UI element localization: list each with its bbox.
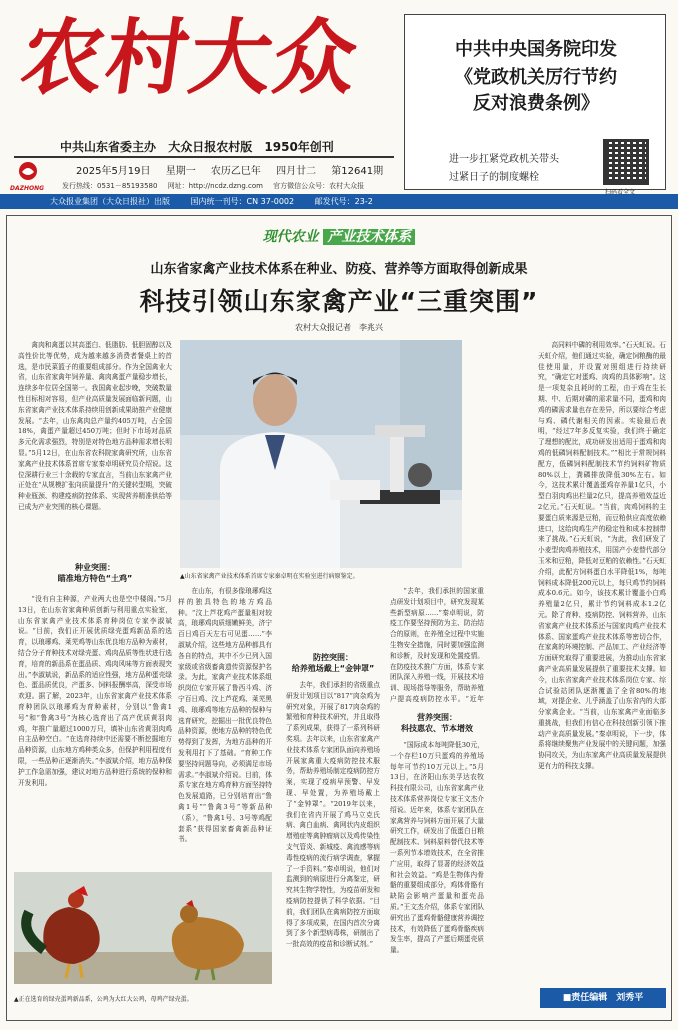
wechat: 官方微信公众号：农村大众报	[273, 182, 365, 190]
bar-publisher: 大众报业集团（大众日报社）出版	[50, 197, 170, 206]
promo-title: 中共中央国务院印发	[455, 39, 617, 60]
subhead-prevent-a: 防控突围：	[313, 653, 353, 662]
subhead-prevent	[280, 652, 386, 674]
body-col2a: 在山东，有很多像琅琊鸡这样的独具特色的地方鸡品种。“汶上芦花鸡产蛋量相对较高，琅琊鸡肉质细嫩鲜美，济宁百日鸡百天左右可见蛋……”李淑斌介绍，这些地方品种都具有各自的特点，其中不少已列入国家级或省级畜禽遗传资源保护名录。为此，家禽产业技术体系组织岗位专家开展了鲁西斗鸡、济宁百日鸡、汶上芦花鸡、莱芜黑鸡、琅琊鸡等地方品种的保种与选育研究，挖掘出一批优良特色品种资源，使地方品种的特色优势得到了发挥，为地方品种的开发利用打下了基础。“育种工作要坚持问题导向，必须满足市场需求。”李淑斌介绍说。目前，体系专家在地方鸡育种方面坚持特色发展道路，已分别培育出“鲁禽1号”“鲁禽3号”等新品种（系），“鲁禽1号、3号等鸡配套系”获得国家畜禽新品种证书。	[178, 587, 272, 844]
lunar-year: 农历乙巳年	[210, 166, 261, 177]
promo-book-title	[405, 65, 667, 117]
editor-tag: ■责任编辑 刘秀平	[540, 988, 666, 1008]
scientist-photo	[180, 340, 462, 568]
promo-box[interactable]	[404, 14, 666, 196]
date: 2025年5月19日	[76, 166, 151, 177]
founded: 1950年创刊	[264, 140, 334, 154]
bar-post: 邮发代号：23-2	[314, 197, 373, 206]
issue-number: 第12641期	[331, 166, 384, 177]
body-col4: 高同料中磷的利用效率。”石天虹说。石天虹介绍，他们通过实验，确定饲粮酶的最佳使用量，并设置对照组进行持续研究，“确定它对蛋鸡、肉鸡的具体影响”。这是一项复杂且耗时的工程，由于鸡在生长期、中、后期对磷的需求量不同，蛋鸡和肉鸡的磷需求量也存在差异，所以要综合考虑与鸡、磷代谢相关的因素。实验最后表明，“经过7年多反复实验，我们终于确定了理想的配比，成功研发出适用于蛋鸡和肉鸡的低磷饲料配制技术。”“相比于常规饲料配方，低磷饲料配制技术节约饲料矿物质80%以上，粪磷排放降低30%左右。如今，这技术累计覆盖蛋鸡存养量1亿只，小型白羽肉鸡出栏量2亿只，提高养殖效益近2亿元。”石天虹说。“当前，肉鸡饲料的主要蛋白质来源是豆粕，而豆粕供应高度依赖进口，这给肉鸡生产的稳定性和成本控制带来了挑战。”石天虹说，“为此，我们研发了小麦型肉鸡养殖技术，用国产小麦替代部分玉米和豆粕，降低对豆粕的依赖性。”石天虹介绍，此配方饲料蛋白水平降低1%，每吨饲料成本降低200元以上，每只鸡节约饲料成本0.6元。如今，该技术累计覆盖小白鸡养殖量2亿只，累计节约饲料成本1.2亿元。除了育种、疫病防控、饲料营养，山东省家禽产业技术体系还与国家肉鸡产业技术体系、国家蛋鸡产业技术体系等密切合作，在家禽的环境控制、产品加工、产业经济等方面研究取得了重要进展，为推动山东省家禽产业高质量发展提供了重要技术支撑。如今，山东省家禽产业技术体系岗位专家、综合试验站团队逐渐覆盖了全省80%的地域，对提企业、儿乎涵盖了山东省内的大部分家禽企业。“当前，山东家禽产业面临多重挑战，但我们有信心在科技创新引领下推动产业高质量发展。”秦卓明说，下一步，体系将继续聚焦产业发展中的关键问题，加强协同攻关，为山东家禽产业高质量发展提供更有力的科技支撑。	[538, 341, 666, 771]
publisher: 中共山东省委主办	[60, 140, 157, 154]
subhead-nutrition-b: 科技惠农、节本增效	[401, 724, 473, 733]
lunar-day: 四月廿二	[276, 166, 317, 177]
dazhong-logo-icon	[16, 160, 40, 182]
chicken-photo-illustration	[14, 872, 272, 984]
body-col2b: 去年，我们承担的省级重点研发计划项目以“817”肉杂鸡为研究对象，开展了817肉杂鸡的繁殖和育种技术研究，并且取得了系列成果，获得了一系列科研奖项。去年以来，山东省家禽产业技术体系专家团队面向养殖场开展家禽重大疫病防控技术服务，帮助养殖场制定疫病防控方案，实现了疫病早预警、早发现、早处置，为养殖场戴上了“金钟罩”。“2019年以来，我们在省内开展了鸡马立克氏病、禽白血病、禽网状内皮组织增殖症等禽肿瘤病以及鸡传染性支气管炎、新城疫、禽流感等病毒性疫病的流行病学调查，掌握了一手资料。”秦卓明说，他们对监测到的病原进行分离鉴定，研究其生物学特性，为疫苗研发和疫病防控提供了科学依据。“目前，我们团队在禽病防控方面取得了多项成果，在国内首次分离到了多个新型病毒株，研制出了一批高效的疫苗和诊断试剂。”	[286, 681, 380, 949]
promo-book-line1: 《党政机关厉行节约	[455, 67, 617, 88]
promo-sub-line2: 过紧日子的制度螺栓	[449, 172, 539, 183]
photo2-caption: ▲正在选育的绿壳蛋鸡新品系，公鸡为大红大公鸡，母鸡产绿壳蛋。	[14, 996, 193, 1003]
column-tag	[211, 226, 467, 246]
publication-bar	[0, 194, 678, 209]
scientist-photo-illustration	[180, 340, 462, 568]
website: 网址：http://ncdz.dzng.com	[167, 182, 263, 190]
group-name: 大众日报农村版	[168, 140, 253, 154]
photo1-caption: ▲山东省家禽产业技术体系首席专家秦卓明在实验室进行病原鉴定。	[180, 573, 359, 580]
subhead-seed	[18, 562, 172, 584]
body-col1b: “没有自主种源，产业两大也是空中楼阁。”5月13日，在山东省家禽种质创新与利用重点实验室，山东省家禽产业技术体系育种岗位专家李淑斌说。“目前，我们正开展优质绿壳蛋鸡新品系的选育，以琅琊鸡、莱芜鸡等山东优良地方品种为素材，结合分子育种技术对绿壳蛋、鸡肉品质等性状进行选育，培育的新品系在蛋品质、鸡肉风味等方面表现突出。”李淑斌说，新品系的适应性强，地方品种蛋壳绿色、蛋品质优良，产蛋多、饲料报酬率高，深受市场欢迎。据了解，2023年，山东省家禽产业技术体系育种团队以琅琊鸡为育种素材，分别以“鲁禽1号”和“鲁禽3号”为核心选育出了高产优质黄羽肉鸡，年推广量超过1000万只，填补山东省黄羽肉鸡自主品种空白。“在选育持续中还需要不断挖掘地方品种资源，山东地方鸡种类众多，但保护利用程度有限，一些品种正逐渐消失。”李淑斌介绍，地方品种保护工作急需加强，建议对地方品种进行系统的保种和开发利用。	[18, 595, 172, 787]
article-kicker: 山东省家禽产业技术体系在种业、防疫、营养等方面取得创新成果	[150, 262, 528, 277]
subhead-nutrition-a: 营养突围：	[417, 713, 457, 722]
promo-book-line2: 反对浪费条例》	[473, 93, 599, 114]
column-tag-a: 现代农业	[262, 229, 319, 245]
masthead-subtitle	[60, 138, 342, 155]
article-byline: 农村大众报记者 李兆兴	[295, 323, 383, 332]
column-tag-b: 产业技术体系	[323, 229, 415, 245]
qr-label: 扫码看全文	[605, 189, 636, 196]
subhead-prevent-b: 给养殖场戴上“金钟罩”	[291, 664, 375, 673]
newspaper-logo: 农村大众	[15, 10, 365, 106]
contact-line	[62, 181, 372, 191]
chicken-photo	[14, 872, 272, 984]
promo-sub-line1: 进一步扛紧党政机关带头	[449, 154, 559, 165]
hotline: 发行热线：0531－85193580	[62, 182, 158, 190]
subhead-seed-b: 瞄准地方特色“土鸡”	[57, 574, 133, 583]
subhead-nutrition	[384, 712, 490, 734]
body-col3a: “去年，我们承担的国家重点研发计划项目中，研究发现某些新型病原……”秦卓明说，防疫工作要坚持预防为主、防治结合的原则，在养殖全过程中实施生物安全措施，同时要加强监测和诊断，及时发现和处置疫情。在防疫技术推广方面，体系专家团队深入养殖一线，开展技术培训、现场指导等服务，帮助养殖户提高疫病防控水平。“近年	[390, 587, 484, 703]
promo-subtitle	[449, 151, 559, 187]
weekday: 星期一	[165, 166, 196, 177]
bar-cn: 国内统一刊号：CN 37-0002	[190, 197, 295, 206]
body-col3b: “国际成本每吨降低30元，一个存栏10万只蛋鸡的养殖场每年可节约10万元以上。”5月13日，在济阳山东美孚达农牧科技有限公司，山东省家禽产业技术体系营养岗位专家王文杰介绍说。近年来，体系专家团队在家禽营养与饲料方面开展了大量研究工作，研发出了低蛋白日粮配制技术、饲料原料替代技术等一系列节本增效技术，在全省推广应用，取得了显著的经济效益和社会效益。“鸡是生物体内骨骼的重要组成部分，鸡体骨骼有缺陷会影响产蛋量和蛋壳品质。”王文杰介绍，体系专家团队研究出了蛋鸡骨骼健康营养调控技术，有效降低了蛋鸡骨骼疾病发生率，提高了产蛋后期蛋壳质量。	[390, 741, 484, 955]
masthead-rule	[14, 156, 394, 158]
subhead-seed-a: 种业突围：	[75, 563, 115, 572]
brand-text: DAZHONG	[10, 185, 45, 192]
article-headline: 科技引领山东家禽产业“三重突围”	[139, 287, 539, 316]
body-col2b-top	[286, 586, 380, 646]
qr-code-icon[interactable]	[603, 139, 649, 185]
issue-date-line	[76, 162, 395, 177]
body-col1: 禽肉和禽蛋以其高蛋白、低脂肪、低胆固醇以及高性价比等优势，成为越来越多消费者餐桌上的首选，是市民菜篮子的重要组成部分。作为全国禽业大省，山东省家禽年饲养量、禽肉禽蛋产量稳步增长，连续多年位居全国第一。我国禽业起步晚，突破数量性目标相对容易，但产业高质量发展面临新问题，山东省家禽产业技术体系持续用创新成果助推产业健康发展。“去年，山东禽肉总产量约405万吨，占全国18%，禽蛋产量超过450万吨；但时下市场对品质多元化需求强烈，特别是对特色地方品种需求增长明显。”5月12日，在山东省农科院家禽研究所，山东省家禽产业技术体系首席专家秦卓明研究员介绍说。这位深耕行业三十余载的专家直言，当前山东家禽产业正处在“从规模扩张向质量提升”的关键转型期，突破种业瓶颈、构建疫病防控体系、实现营养精准供给等已成为产业突围的核心课题。	[18, 341, 172, 511]
